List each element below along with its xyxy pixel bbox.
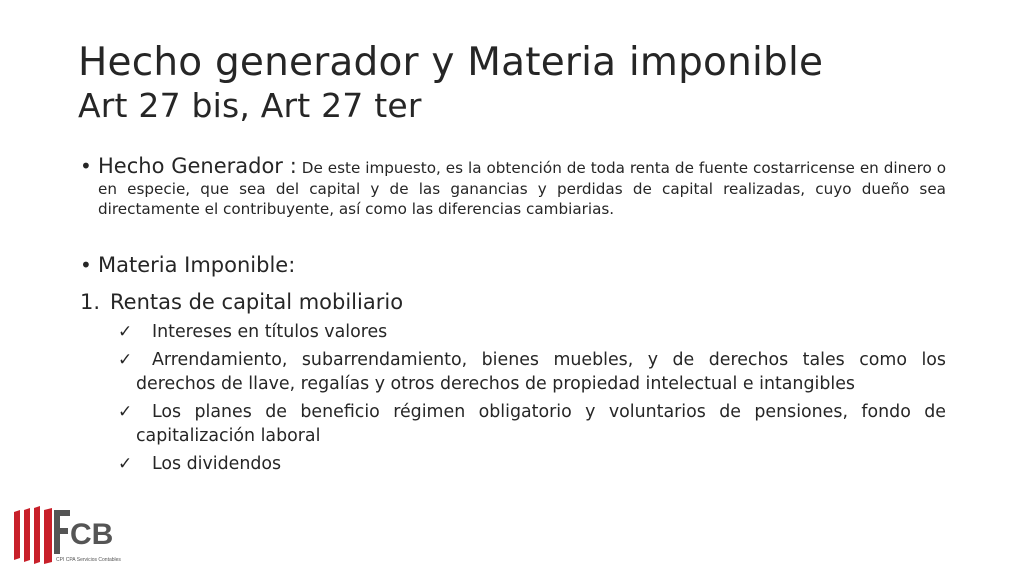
fcb-logo	[14, 506, 134, 566]
checkmark-icon: ✓	[118, 322, 133, 342]
slide-content	[80, 152, 946, 480]
checkmark-icon: ✓	[118, 402, 133, 422]
checkmark-icon: ✓	[118, 350, 133, 370]
title-line-2: Art 27 bis, Art 27 ter	[78, 86, 422, 125]
hecho-generador-label: Hecho Generador :	[98, 154, 297, 178]
bullet-dot-icon: •	[80, 154, 92, 178]
check-item	[118, 452, 946, 476]
logo-text: CB	[70, 518, 114, 551]
hecho-generador-text: De este impuesto, es la obtención de toda renta de fuente costarricense en dinero o en especie, que sea del capital y de las ganancias y perdidas de capital realizadas, cuyo dueño sea directamente el contribuyente, así como las diferencias cambiarias.	[98, 159, 947, 218]
logo-red-stripes	[14, 506, 52, 564]
check-item-text: Los dividendos	[152, 454, 282, 474]
check-item	[118, 348, 946, 396]
check-item	[118, 320, 946, 344]
check-item-text: Arrendamiento, subarrendamiento, bienes muebles, y de derechos tales como los derechos de llave, regalías y otros derechos de propiedad intelectual e intangibles	[136, 350, 946, 394]
slide-title	[78, 40, 823, 126]
logo-tagline: CPI CPA Servicios Contables	[56, 557, 121, 563]
check-item	[118, 400, 946, 448]
hecho-generador-bullet	[80, 152, 946, 219]
materia-imponible-label: Materia Imponible:	[98, 253, 296, 277]
check-item-text: Intereses en títulos valores	[152, 322, 388, 342]
list-heading: Rentas de capital mobiliario	[110, 290, 404, 314]
title-line-1: Hecho generador y Materia imponible	[78, 40, 824, 85]
list-number: 1.	[80, 290, 101, 314]
checklist	[118, 320, 946, 476]
check-item-text: Los planes de beneficio régimen obligatorio y voluntarios de pensiones, fondo de capitalización laboral	[136, 402, 946, 446]
numbered-item	[80, 288, 946, 316]
materia-imponible-bullet	[80, 251, 946, 279]
checkmark-icon: ✓	[118, 454, 133, 474]
bullet-dot-icon: •	[80, 253, 92, 277]
logo-f-shape	[54, 510, 70, 554]
